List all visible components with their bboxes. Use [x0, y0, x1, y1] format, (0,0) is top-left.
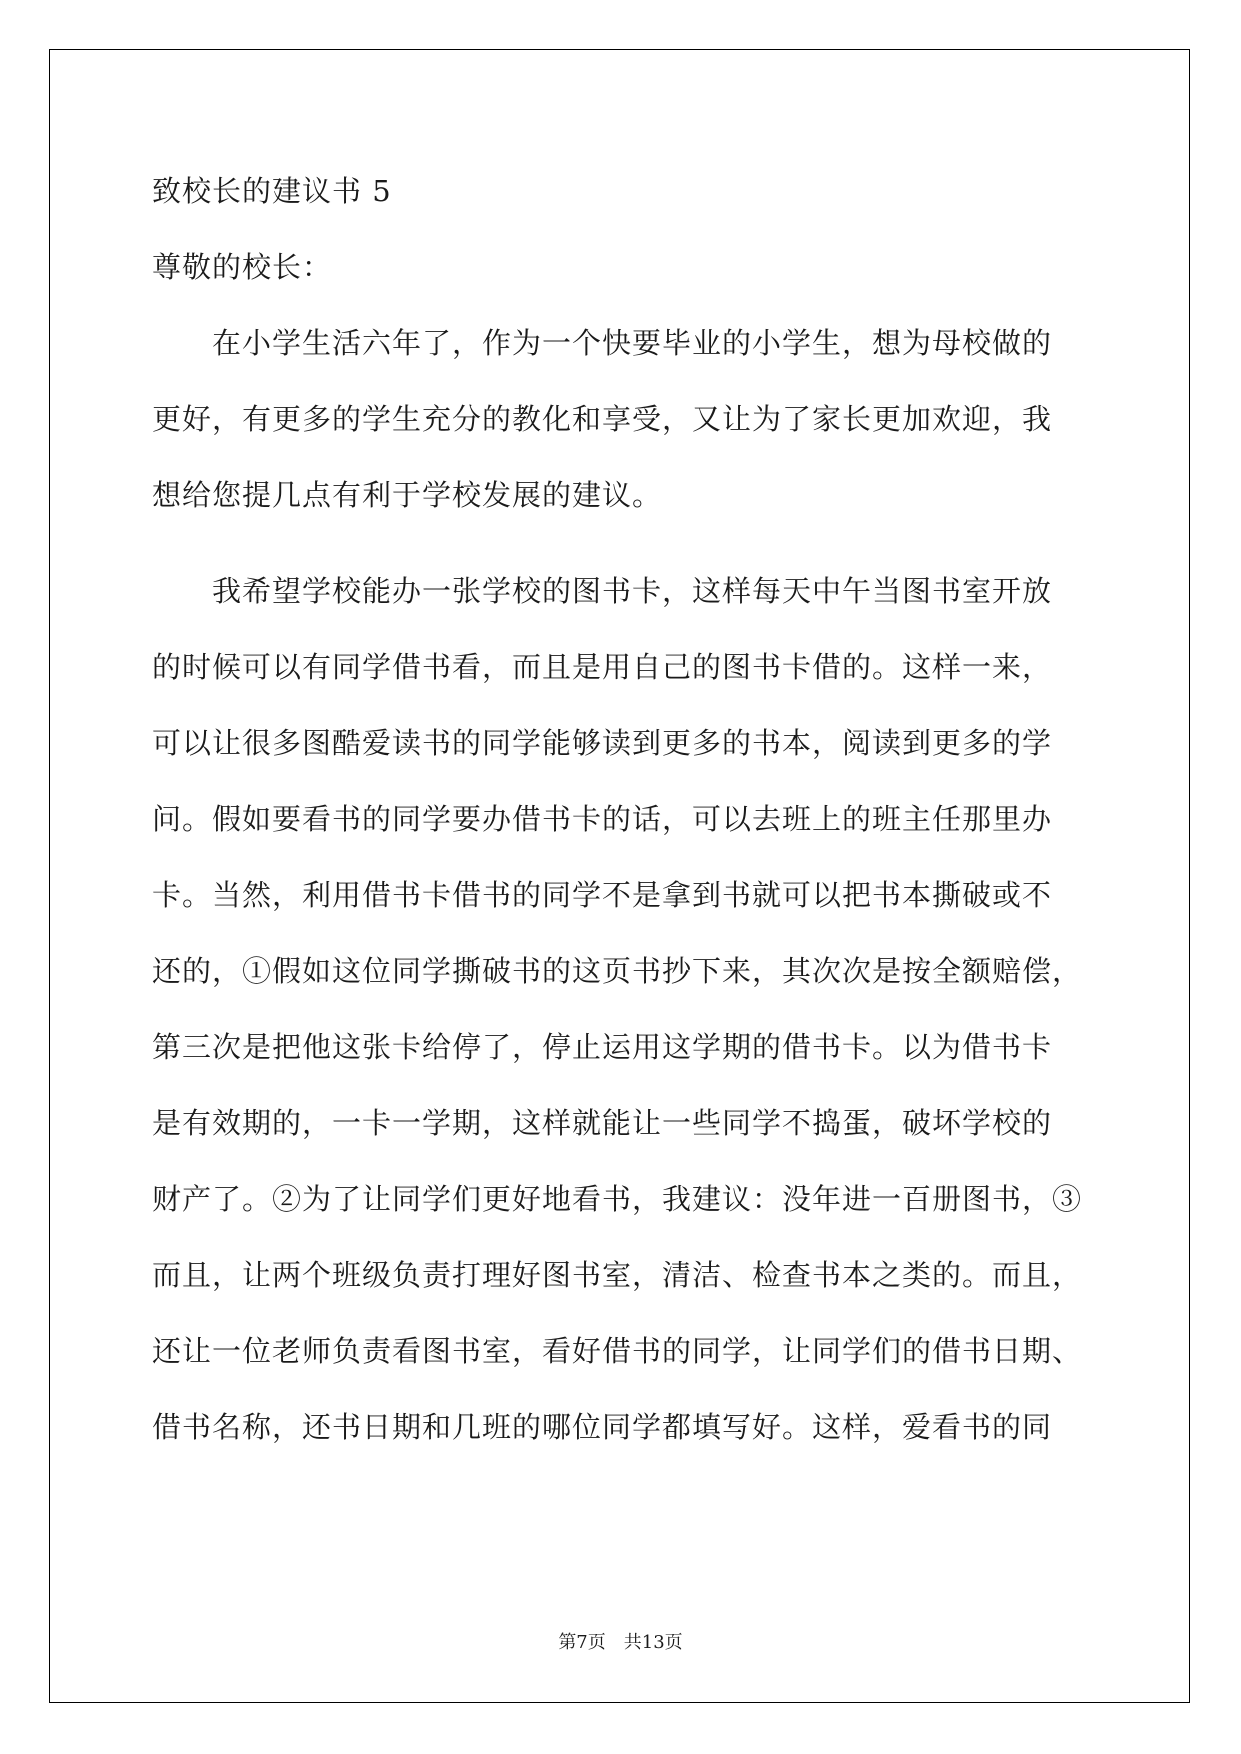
paragraph-2-line-7: 第三次是把他这张卡给停了，停止运用这学期的借书卡。以为借书卡: [152, 1030, 1053, 1064]
paragraph-2-line-3: 可以让很多图酷爱读书的同学能够读到更多的书本，阅读到更多的学: [152, 726, 1053, 760]
paragraph-2-line-2: 的时候可以有同学借书看，而且是用自己的图书卡借的。这样一来，: [152, 650, 1053, 684]
document-title: 致校长的建议书 5: [152, 174, 392, 208]
current-page-number: 第7页: [558, 1632, 606, 1653]
paragraph-2-line-4: 问。假如要看书的同学要办借书卡的话，可以去班上的班主任那里办: [152, 802, 1053, 836]
paragraph-2-line-12: 借书名称，还书日期和几班的哪位同学都填写好。这样，爱看书的同: [152, 1410, 1053, 1444]
salutation: 尊敬的校长：: [152, 250, 333, 284]
page-footer: [0, 1628, 1241, 1654]
paragraph-2-line-1: 我希望学校能办一张学校的图书卡，这样每天中午当图书室开放: [212, 574, 1053, 608]
total-pages: 共13页: [623, 1632, 683, 1653]
paragraph-2-line-6: 还的，①假如这位同学撕破书的这页书抄下来，其次次是按全额赔偿，: [152, 954, 1083, 988]
paragraph-1-line-2: 更好，有更多的学生充分的教化和享受，又让为了家长更加欢迎，我: [152, 402, 1053, 436]
paragraph-2-line-9: 财产了。②为了让同学们更好地看书，我建议：没年进一百册图书，③: [152, 1182, 1083, 1216]
paragraph-2-line-5: 卡。当然，利用借书卡借书的同学不是拿到书就可以把书本撕破或不: [152, 878, 1053, 912]
paragraph-2-line-11: 还让一位老师负责看图书室，看好借书的同学，让同学们的借书日期、: [152, 1334, 1083, 1368]
paragraph-1-line-3: 想给您提几点有利于学校发展的建议。: [152, 478, 663, 512]
paragraph-2-line-10: 而且，让两个班级负责打理好图书室，清洁、检查书本之类的。而且，: [152, 1258, 1083, 1292]
paragraph-1-line-1: 在小学生活六年了，作为一个快要毕业的小学生，想为母校做的: [212, 326, 1053, 360]
paragraph-2-line-8: 是有效期的，一卡一学期，这样就能让一些同学不捣蛋，破坏学校的: [152, 1106, 1053, 1140]
